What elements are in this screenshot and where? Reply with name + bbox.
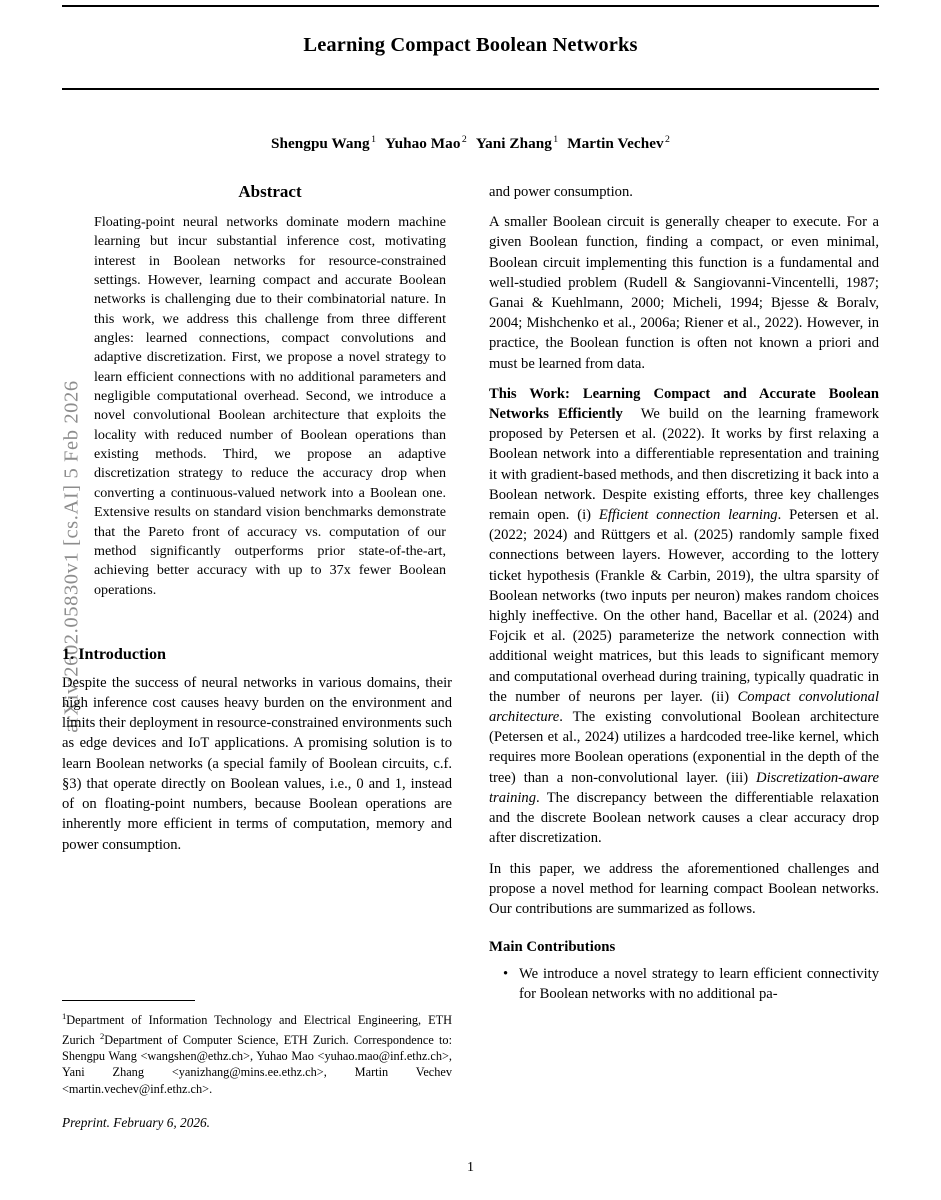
- bullet-icon: •: [503, 966, 509, 983]
- intro-paragraph-2: A smaller Boolean circuit is generally cheaper to execute. For a given Boolean function, finding a compact, or even minimal, Boolean circuit implementing this function is a fundamental and well-studied problem (Rudell & Sangiovanni-Vincentelli, 1987; Ganai & Kuehlmann, 2000; Micheli, 1994; Bjesse & Boralv, 2004; Mishchenko et al., 2006a; Riener et al., 2022). However, in practice, the Boolean function is often not known a priori and must be learned from data.: [489, 214, 879, 372]
- page-title: Learning Compact Boolean Networks: [303, 34, 638, 56]
- right-column: [489, 182, 879, 1005]
- contribution-text: We introduce a novel strategy to learn efficient connectivity for Boolean networks with no additional pa-: [519, 966, 879, 1003]
- challenge-italic-1: Efficient connection learning: [598, 507, 778, 524]
- challenge-italic-2: Compact convolutional architecture: [489, 688, 879, 726]
- list-item: [489, 964, 879, 1004]
- this-work-paragraph: [489, 384, 879, 849]
- left-column: [62, 182, 452, 1130]
- paper-page: [62, 0, 879, 1200]
- two-column-body: [62, 182, 879, 1192]
- header-rule-bottom: [62, 88, 879, 90]
- author-list: [62, 134, 879, 153]
- intro-paragraph-1-continued: and power consumption.: [489, 184, 633, 200]
- contributions-heading: Main Contributions: [489, 939, 616, 956]
- preprint-note: Preprint. February 6, 2026.: [62, 1114, 210, 1130]
- this-work-part-2: . Petersen et al. (2022; 2024) and Rüttgers et al. (2025) randomly sample fixed connections between layers. However, according to the lottery ticket hypothesis (Frankle & Carbin, 2019), the ultra sparsity of Boolean networks (two inputs per neuron) makes random choices highly ineffective. On the other hand, Bacellar et al. (2024) and Fojcik et al. (2025) parameterize the network connection with additional weight matrices, but this leads to significant memory and computational overhead during training, typically quadratic in the number of neurons per layer. (ii): [489, 507, 880, 705]
- header-rule-top: [62, 5, 879, 7]
- footnote-rule: [62, 1000, 195, 1001]
- this-work-part-1: We build on the learning framework proposed by Petersen et al. (2022). It works by first relaxing a Boolean network into a differentiable representation and training it with gradient-based methods, and then discretizing it back into a Boolean network. Despite existing efforts, three key challenges remain open. (i): [489, 406, 879, 524]
- this-work-runin-heading: This Work: Learning Compact and Accurate Boolean Networks Efficiently: [489, 385, 879, 423]
- author-entry: [567, 135, 670, 152]
- author-affiliation-marker: 2: [461, 133, 467, 145]
- contributions-list: [489, 964, 879, 1004]
- challenge-italic-3: Discretization-aware training: [489, 769, 879, 806]
- footnote-marker-1: 1: [62, 1011, 67, 1021]
- author-entry: [271, 135, 376, 152]
- intro-paragraph-1: Despite the success of neural networks in various domains, their high inference cost causes heavy burden on the environment and limits their deployment in resource-constrained environments such as edge devices and IoT applications. A promising solution is to learn Boolean networks (a special family of Boolean circuits, c.f. §3) that operate directly on Boolean values, i.e., 0 and 1, instead of on floating-point numbers, because Boolean operations are inherently more efficient in terms of computation, memory and power consumption.: [62, 674, 452, 853]
- author-affiliation-marker: 2: [665, 133, 670, 145]
- author-name: Shengpu Wang: [271, 134, 370, 152]
- page-number: 1: [467, 1160, 474, 1175]
- footnote-marker-2: 2: [99, 1031, 105, 1042]
- footnote-text: [62, 1008, 452, 1097]
- footnote-affiliation-1: Department of Information Technology and Electrical Engineering, ETH Zurich: [62, 1013, 452, 1048]
- this-work-part-4: . The discrepancy between the differentiable relaxation and the discrete Boolean network causes a clear accuracy drop after discretization.: [489, 789, 879, 847]
- author-name: Yuhao Mao: [385, 134, 461, 152]
- abstract-text: Floating-point neural networks dominate modern machine learning but incur substantial inference cost, motivating interest in Boolean networks for resource-constrained settings. However, learning compact and accurate Boolean networks is challenging due to their combinatorial nature. In this work, we address this challenge from three different angles: learned connections, compact convolutions and adaptive discretization. First, we propose a novel strategy to learn efficient connections with no additional parameters and negligible computational overhead. Second, we introduce a novel convolutional Boolean architecture that exploits the locality with reduced number of Boolean operations than existing methods. Third, we propose an adaptive discretization strategy to reduce the accuracy drop when converting a continuous-valued network into a Boolean one. Extensive results on standard vision benchmarks demonstrate that the Pareto front of accuracy vs. computation of our method significantly outperforms prior state-of-the-art, achieving better accuracy with up to 37x fewer Boolean operations.: [94, 214, 446, 598]
- author-name: Martin Vechev: [567, 134, 664, 152]
- intro-paragraph-3: In this paper, we address the aforementioned challenges and propose a novel method for learning compact Boolean networks. Our contributions are summarized as follows.: [489, 860, 879, 917]
- footnote-affiliation-2: Department of Computer Science, ETH Zurich. Correspondence to: Shengpu Wang <wangshen@ethz.ch>, Yuhao Mao <yuhao.mao@inf.ethz.ch>, Yani Zhang <yanizhang@mins.ee.ethz.ch>, Martin Vechev <martin.vechev@inf.ethz.ch>.: [62, 1033, 452, 1096]
- author-entry: [476, 135, 558, 152]
- author-affiliation-marker: 1: [553, 133, 559, 145]
- footnote-block: [62, 1000, 452, 1131]
- section-heading-introduction: 1. Introduction: [62, 644, 167, 663]
- arxiv-stamp: arXiv:2602.05830v1 [cs.AI] 5 Feb 2026: [60, 380, 83, 733]
- author-entry: [385, 135, 467, 152]
- abstract-section: [94, 182, 446, 600]
- abstract-heading: Abstract: [238, 182, 302, 201]
- author-affiliation-marker: 1: [371, 133, 377, 145]
- this-work-part-3: . The existing convolutional Boolean architecture (Petersen et al., 2024) utilizes a hardcoded tree-like kernel, which requires more Boolean operations (exponential in the depth of the tree) than a non-convolutional layer. (iii): [489, 709, 879, 786]
- author-name: Yani Zhang: [475, 134, 552, 152]
